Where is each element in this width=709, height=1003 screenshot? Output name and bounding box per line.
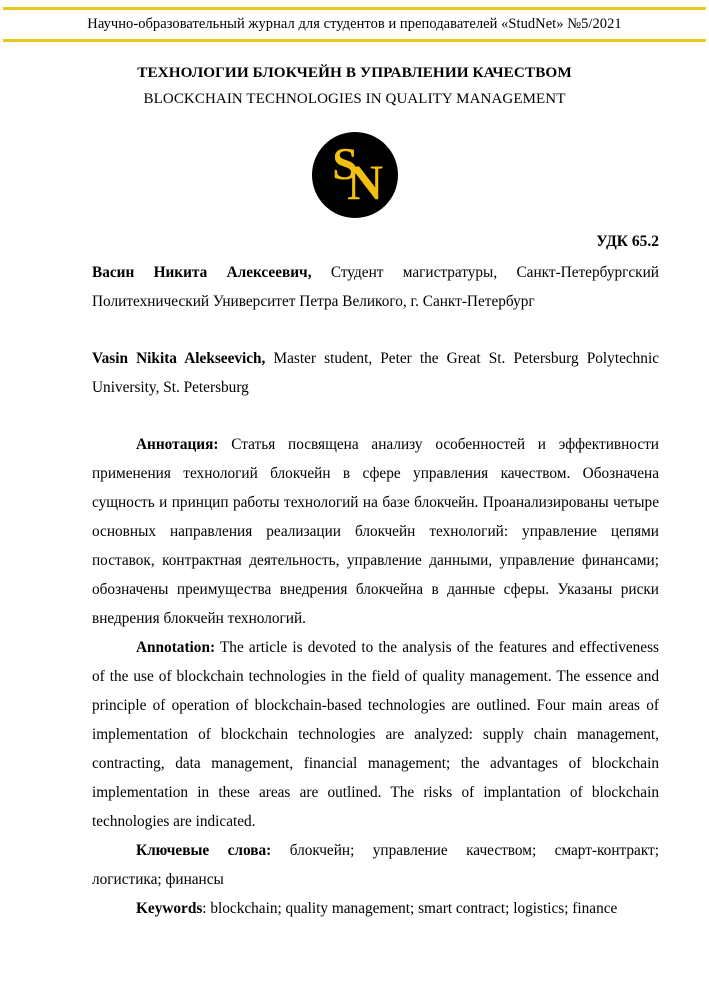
abstract-label-english: Annotation: (136, 639, 216, 657)
article-title-english: BLOCKCHAIN TECHNOLOGIES IN QUALITY MANAGEMENT (143, 91, 566, 108)
author-name-russian: Васин Никита Алексеевич, (92, 264, 312, 282)
spacer (92, 316, 659, 344)
studnet-logo-icon (311, 131, 399, 219)
abstract-russian (92, 430, 659, 633)
author-affiliation-russian: Студент магистратуры, Санкт-Петербургский Политехнический Университет Петра Великого, г. Санкт-Петербург (92, 264, 659, 311)
author-affiliation-english: Master student, Peter the Great St. Petersburg Polytechnic University, St. Petersburg (92, 350, 659, 397)
keywords-text-russian: блокчейн; управление качеством; смарт-контракт; логистика; финансы (92, 842, 659, 889)
abstract-label-russian: Аннотация: (136, 436, 219, 454)
running-header-text: Научно-образовательный журнал для студентов и преподавателей «StudNet» №5/2021 (87, 16, 622, 32)
keywords-label-russian: Ключевые слова: (136, 842, 272, 860)
article-title-russian: ТЕХНОЛОГИИ БЛОКЧЕЙН В УПРАВЛЕНИИ КАЧЕСТВОМ (137, 64, 572, 81)
abstract-text-russian: Статья посвящена анализу особенностей и эффективности применения технологий блокчейн в сфере управления качеством. Обозначена сущность и принцип работы технологий на базе блокчейн. Проанализированы четыре основных направления реализации блокчейн технологий: управление цепями поставок, контрактная деятельность, управление данными, управление финансами; обозначены преимущества внедрения блокчейна в данные сферы. Указаны риски внедрения блокчейн технологий. (92, 436, 659, 628)
svg-text:N: N (346, 154, 383, 210)
abstract-text-english: The article is devoted to the analysis of the features and effectiveness of the use of blockchain technologies in the field of quality management. The essence and principle of operation of blockchain-based technologies are outlined. Four main areas of implementation of blockchain technologies are analyzed: supply chain management, contracting, data management, financial management; the advantages of blockchain implementation in these areas are outlined. The risks of implantation of blockchain technologies are indicated. (92, 639, 659, 831)
title-block (0, 64, 709, 108)
author-line-english (92, 344, 659, 402)
logo-container (0, 131, 709, 219)
keywords-english (92, 894, 659, 923)
author-name-english: Vasin Nikita Alekseevich, (92, 350, 266, 368)
author-line-russian (92, 258, 659, 316)
keywords-text-english: : blockchain; quality management; smart contract; logistics; finance (202, 900, 618, 918)
keywords-label-english: Keywords (136, 900, 203, 918)
header-rule-bottom (3, 39, 706, 42)
spacer (92, 402, 659, 430)
body-column (92, 232, 659, 923)
svg-text:S: S (331, 138, 358, 189)
keywords-russian (92, 836, 659, 894)
udk-code: УДК 65.2 (596, 233, 659, 250)
abstract-english (92, 633, 659, 836)
running-header (0, 0, 709, 42)
